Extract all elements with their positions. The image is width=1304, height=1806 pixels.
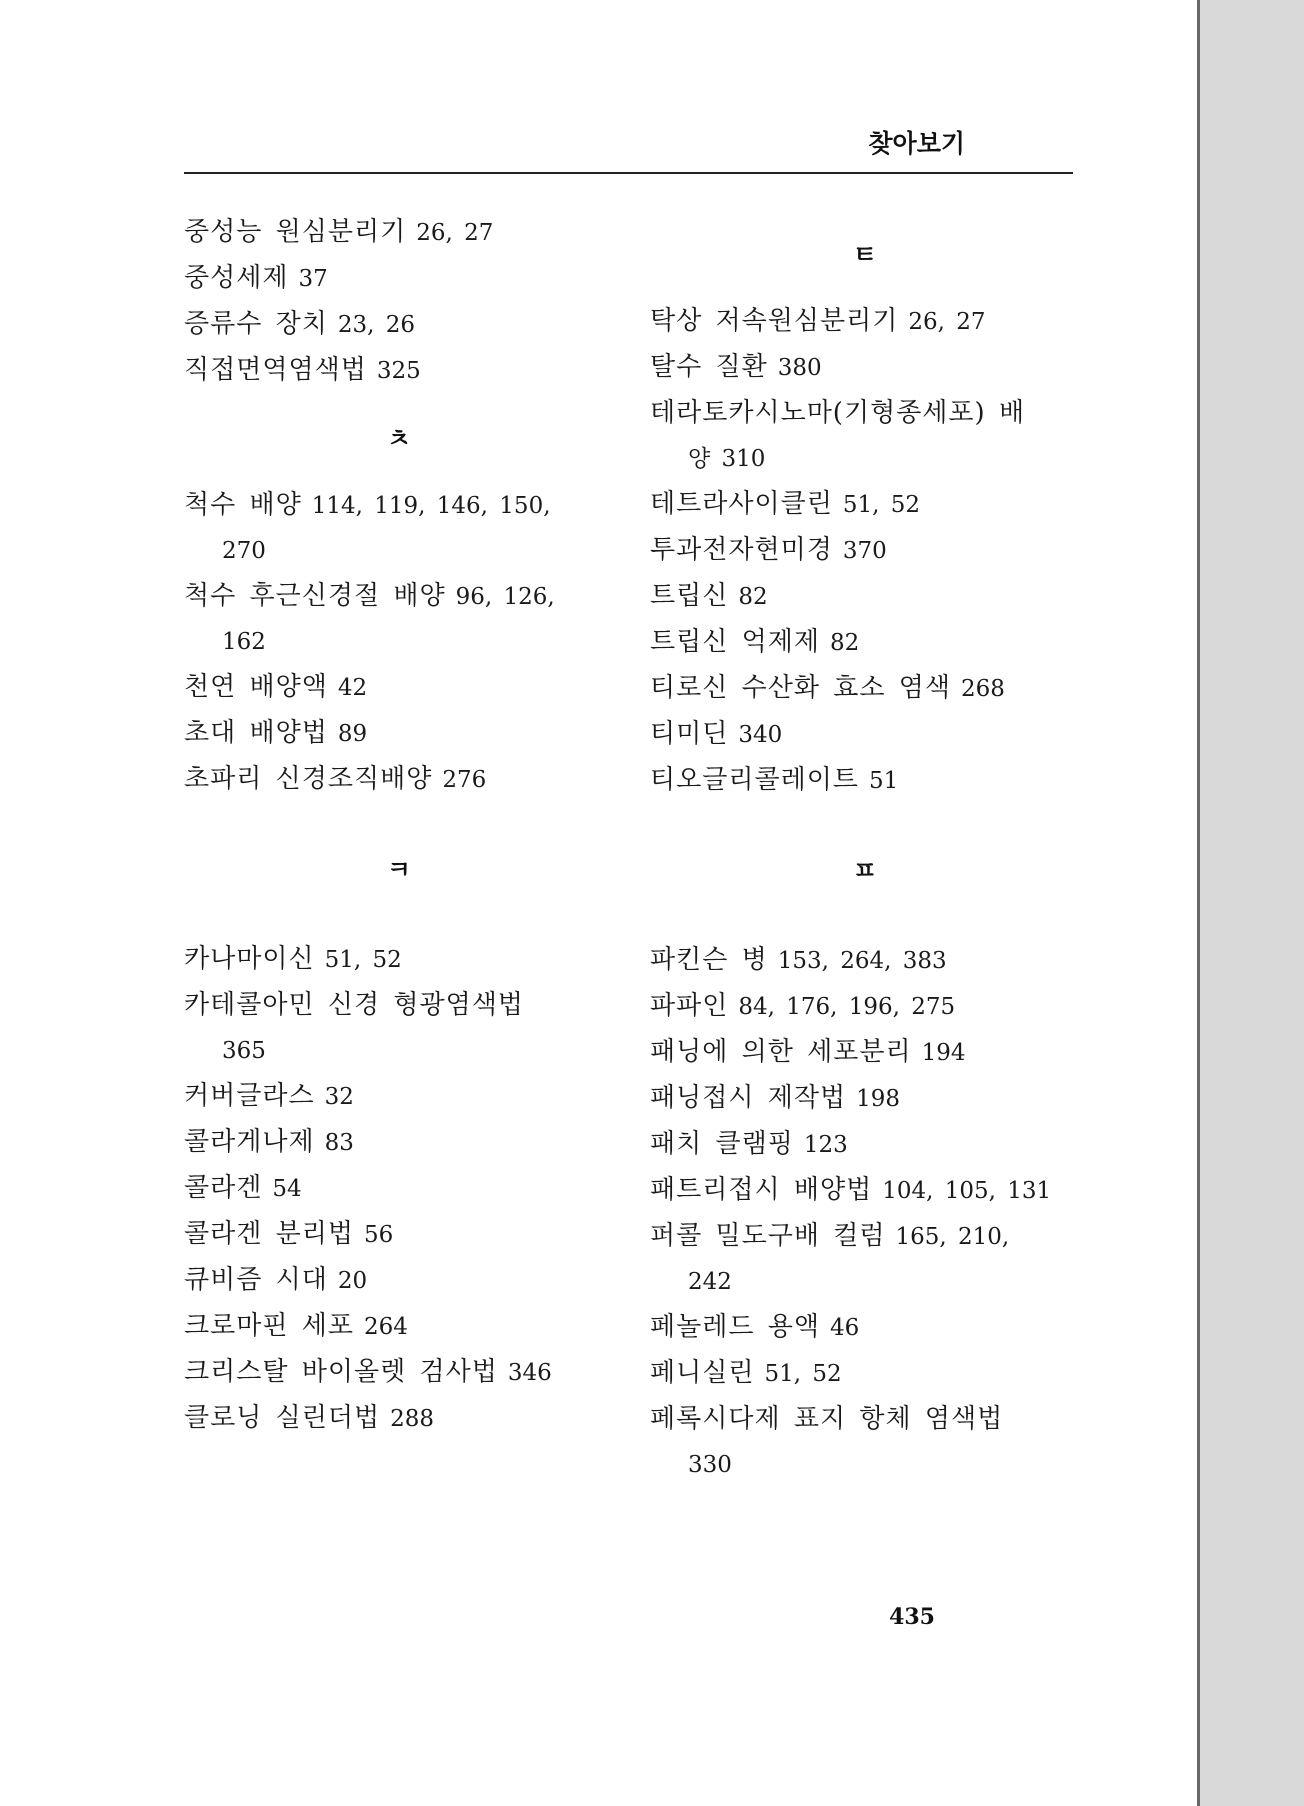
page-number: 435 [889,1604,935,1630]
entry-pages: 51, 52 [764,1361,842,1387]
index-entry [184,1304,614,1350]
entry-pages: 82 [829,630,860,656]
entry-term: 중성능 원심분리기 [184,217,407,247]
spacer [650,826,1080,848]
entry-term: 페록시다제 표지 항체 염색법 [650,1404,1004,1434]
entry-pages: 346 [507,1360,552,1386]
index-entry [650,299,1080,345]
index-entry [650,712,1080,758]
index-entry [184,665,614,711]
entry-term: 클로닝 실린더법 [184,1403,381,1433]
index-column-right [650,210,1080,1488]
index-entry [650,1397,1080,1488]
spacer [184,394,614,416]
entry-term: 척수 후근신경절 배양 [184,581,446,611]
entry-term: 카나마이신 [184,944,315,974]
entry-term: 패닝접시 제작법 [650,1083,847,1113]
entry-pages: 288 [390,1406,434,1432]
entry-term: 페니실린 [650,1358,755,1388]
entry-pages: 82 [738,584,768,610]
entry-term: 페놀레드 용액 [650,1312,820,1342]
entry-term: 패트리접시 배양법 [650,1175,873,1205]
index-entry [184,302,614,348]
entry-pages: 380 [777,355,822,381]
entry-term: 트립신 [650,581,729,611]
entry-pages: 268 [960,676,1005,702]
entry-term: 척수 배양 [184,490,302,520]
entry-term: 퍼콜 밀도구배 컬럼 [650,1221,886,1251]
spacer [184,892,614,937]
running-header: 찾아보기 [868,129,965,158]
index-entry [184,210,614,256]
index-entry [650,1168,1080,1214]
entry-pages: 26, 27 [416,220,494,246]
section-heading-k: ㅋ [386,855,412,884]
entry-pages: 37 [298,266,328,292]
entry-term: 탁상 저속원심분리기 [650,306,899,336]
entry-pages: 370 [842,538,887,564]
entry-pages: 84, 176, 196, 275 [738,994,956,1020]
section-heading-p: ㅍ [852,856,878,885]
entry-continuation: 242 [688,1269,732,1295]
index-entry [184,937,614,983]
index-column-left [184,210,614,1442]
entry-term: 패닝에 의한 세포분리 [650,1037,912,1067]
entry-term: 크로마핀 세포 [184,1311,354,1341]
entry-term: 천연 배양액 [184,672,328,702]
entry-term: 투과전자현미경 [650,535,833,565]
entry-pages: 194 [921,1040,966,1066]
spacer [650,210,1080,232]
entry-pages: 51, 52 [842,492,920,518]
index-entry [650,938,1080,984]
entry-pages: 198 [856,1086,900,1112]
entry-pages: 83 [324,1130,354,1156]
entry-term: 트립신 억제제 [650,627,820,657]
index-entry [184,574,614,665]
entry-pages: 23, 26 [337,312,416,338]
index-entry [650,1351,1080,1397]
entry-term: 크리스탈 바이올렛 검사법 [184,1357,498,1387]
entry-term: 테라토카시노마(기형종세포) 배 [650,398,1026,428]
entry-term: 콜라겐 분리법 [184,1219,354,1249]
index-entry [184,1258,614,1304]
entry-continuation: 양 310 [688,446,766,472]
entry-pages: 51, 52 [324,947,402,973]
index-entry [650,1214,1080,1305]
index-entry [184,1166,614,1212]
index-entry [184,1120,614,1166]
entry-pages: 51 [868,768,899,794]
index-entry [184,1212,614,1258]
index-entry [650,758,1080,804]
entry-pages: 46 [829,1315,860,1341]
entry-pages: 89 [337,721,368,747]
index-entry [650,1030,1080,1076]
entry-pages: 26, 27 [908,309,986,335]
index-entry [650,482,1080,528]
entry-term: 커버글라스 [184,1081,315,1111]
entry-pages: 56 [363,1222,394,1248]
entry-pages: 54 [272,1176,302,1202]
index-entry [650,391,1080,482]
index-entry [650,1122,1080,1168]
entry-term: 카테콜아민 신경 형광염색법 [184,990,524,1020]
entry-pages: 32 [324,1084,354,1110]
index-entry [184,711,614,757]
entry-continuation: 365 [222,1038,266,1064]
index-entry [184,483,614,574]
entry-continuation: 270 [222,538,266,564]
entry-term: 파파인 [650,991,729,1021]
entry-term: 콜라겐 [184,1173,263,1203]
index-entry [650,528,1080,574]
spacer [184,825,614,847]
entry-pages: 104, 105, 131 [882,1178,1052,1204]
entry-pages: 153, 264, 383 [777,948,947,974]
entry-term: 티오글리콜레이트 [650,765,859,795]
section-heading-ch: ㅊ [386,424,412,453]
entry-term: 초대 배양법 [184,718,328,748]
spacer [650,804,1080,826]
index-entry [184,983,614,1074]
entry-term: 탈수 질환 [650,352,768,382]
entry-term: 증류수 장치 [184,309,328,339]
index-entry [650,345,1080,391]
index-entry [184,348,614,394]
entry-pages: 42 [337,675,368,701]
index-entry [184,757,614,803]
entry-term: 중성세제 [184,263,289,293]
entry-term: 파킨슨 병 [650,945,768,975]
entry-pages: 96, 126, [455,584,555,610]
index-entry [650,574,1080,620]
entry-pages: 20 [337,1268,368,1294]
spacer [650,277,1080,299]
index-entry [184,1350,614,1396]
index-entry [650,620,1080,666]
entry-term: 직접면역염색법 [184,355,367,385]
entry-pages: 264 [363,1314,408,1340]
index-entry [184,1396,614,1442]
entry-term: 큐비즘 시대 [184,1265,328,1295]
index-entry [184,1074,614,1120]
entry-continuation: 330 [688,1452,732,1478]
entry-term: 패치 클램핑 [650,1129,794,1159]
entry-pages: 276 [442,767,487,793]
entry-term: 테트라사이클린 [650,489,833,519]
spacer [184,461,614,483]
entry-continuation: 162 [222,629,266,655]
spacer [184,803,614,825]
entry-pages: 165, 210, [895,1224,1010,1250]
entry-term: 티로신 수산화 효소 염색 [650,673,951,703]
index-entry [650,1305,1080,1351]
entry-term: 콜라게나제 [184,1127,315,1157]
spacer [650,893,1080,938]
index-entry [650,666,1080,712]
entry-pages: 340 [738,722,783,748]
entry-pages: 325 [376,358,421,384]
header-rule [184,172,1073,174]
entry-term: 초파리 신경조직배양 [184,764,433,794]
entry-pages: 114, 119, 146, 150, [311,493,551,519]
section-heading-t: ㅌ [852,240,878,269]
entry-term: 티미딘 [650,719,729,749]
index-entry [650,984,1080,1030]
index-entry [184,256,614,302]
index-entry [650,1076,1080,1122]
entry-pages: 123 [803,1132,848,1158]
